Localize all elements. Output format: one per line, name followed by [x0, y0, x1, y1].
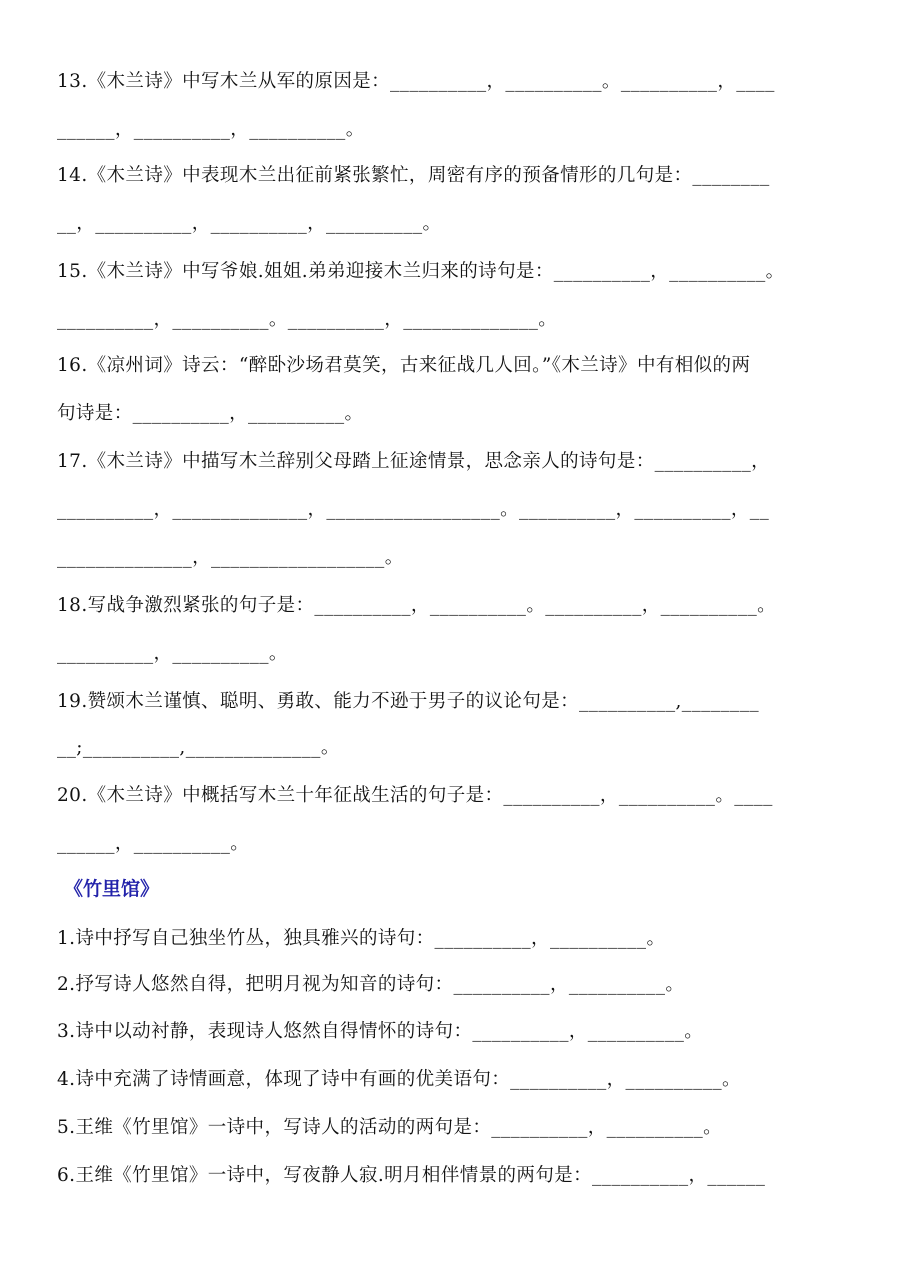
question-16-line-1: 16.《凉州词》诗云：“醉卧沙场君莫笑，古来征战几人回。”《木兰诗》中有相似的两 [57, 355, 751, 376]
question-17-line-1: 17.《木兰诗》中描写木兰辞别父母踏上征途情景，思念亲人的诗句是：__________， [57, 451, 771, 472]
zhuliguan-question-5: 5.王维《竹里馆》一诗中，写诗人的活动的两句是：__________，__________。 [57, 1117, 723, 1138]
question-16-line-2: 句诗是：__________，__________。 [57, 403, 364, 424]
zhuliguan-question-4: 4.诗中充满了诗情画意，体现了诗中有画的优美语句：__________，__________。 [57, 1069, 741, 1090]
zhuliguan-question-3: 3.诗中以动衬静，表现诗人悠然自得情怀的诗句：__________，__________。 [57, 1021, 704, 1042]
question-18-line-1: 18.写战争激烈紧张的句子是：__________，__________。__________，__________。 [57, 595, 777, 616]
question-20-line-2: ______，__________。 [57, 833, 250, 854]
question-14-line-1: 14.《木兰诗》中表现木兰出征前紧张繁忙，周密有序的预备情形的几句是：________ [57, 165, 770, 186]
zhuliguan-question-2: 2.抒写诗人悠然自得，把明月视为知音的诗句：__________，__________。 [57, 974, 685, 995]
section-title-zhuliguan: 《竹里馆》 [64, 878, 160, 900]
question-13-line-1: 13.《木兰诗》中写木兰从军的原因是：__________，__________。__________，____ [57, 71, 775, 92]
question-17-line-3: ______________，__________________。 [57, 547, 404, 568]
question-13-line-2: ______，__________，__________。 [57, 119, 365, 140]
question-19-line-2: __;__________,______________。 [57, 737, 340, 758]
question-20-line-1: 20.《木兰诗》中概括写木兰十年征战生活的句子是：__________，__________。____ [57, 785, 773, 806]
question-15-line-2: __________，__________。__________，______________。 [57, 309, 558, 330]
question-19-line-1: 19.赞颂木兰谨慎、聪明、勇敢、能力不逊于男子的议论句是：__________,________ [57, 691, 760, 712]
question-15-line-1: 15.《木兰诗》中写爷娘.姐姐.弟弟迎接木兰归来的诗句是：__________，__________。 [57, 261, 785, 282]
zhuliguan-question-1: 1.诗中抒写自己独坐竹丛，独具雅兴的诗句：__________，__________。 [57, 928, 666, 949]
question-17-line-2: __________，______________，__________________。__________，__________，__ [57, 499, 770, 520]
zhuliguan-question-6: 6.王维《竹里馆》一诗中，写夜静人寂.明月相伴情景的两句是：__________，______ [57, 1165, 766, 1186]
question-18-line-2: __________，__________。 [57, 643, 288, 664]
question-14-line-2: __，__________，__________，__________。 [57, 213, 442, 234]
